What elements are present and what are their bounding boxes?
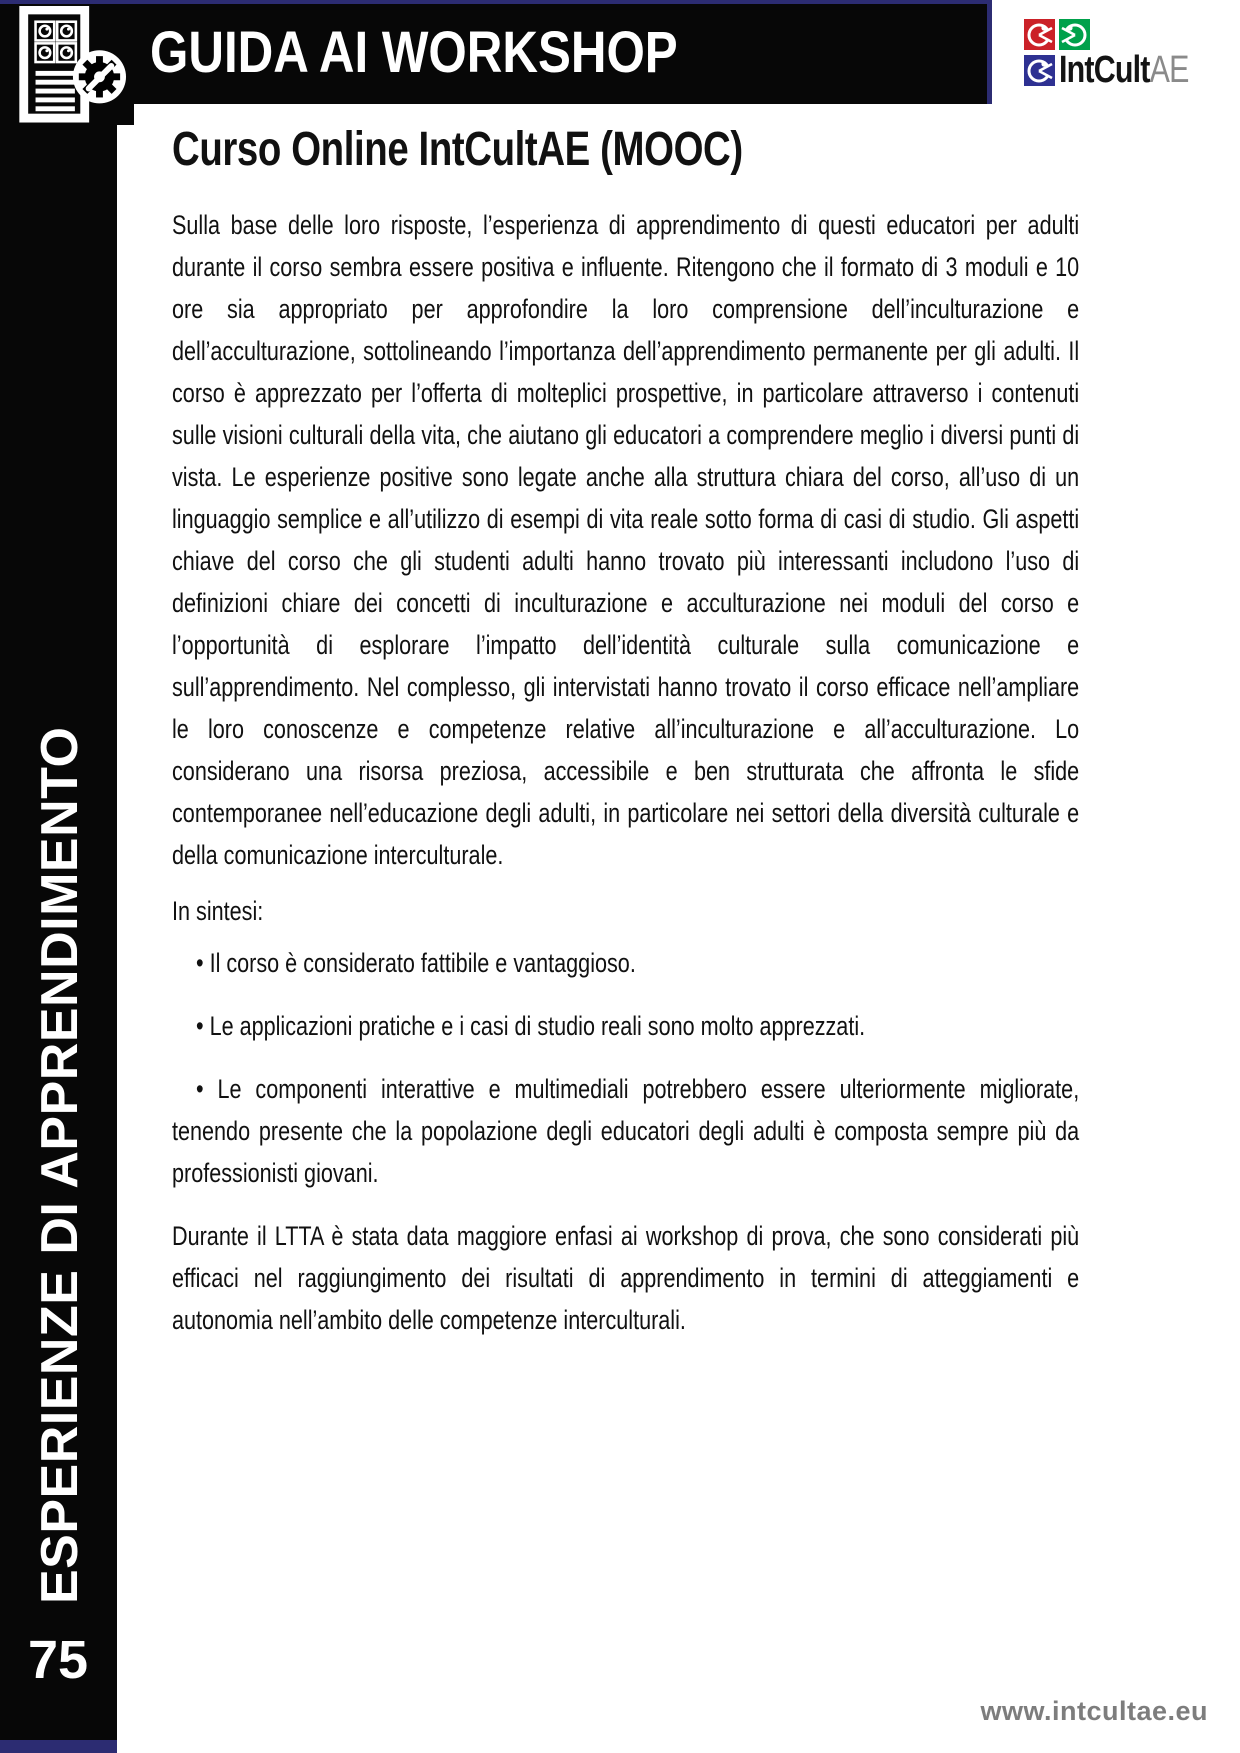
bullet-item-2: • Le applicazioni pratiche e i casi di studio reali sono molto apprezzati.	[196, 1011, 866, 1041]
document-gear-icon	[8, 6, 128, 124]
logo-text-ae: AE	[1149, 49, 1189, 91]
logo-wordmark	[1059, 51, 1189, 89]
sidebar	[0, 0, 117, 1753]
paragraph-main: Sulla base delle loro risposte, l’esperienza di apprendimento di questi educatori per adulti durante il corso sembra essere positiva e influente. Ritengono che il formato di 3 moduli e 10 ore sia appropriato per approfondire la loro comprensione dell’inculturazione e dell’acculturazione, sottolineando l’importanza dell’apprendimento permanente per gli adulti. Il corso è apprezzato per l’offerta di molteplici prospettive, in particolare attraverso i contenuti sulle visioni culturali della vita, che aiutano gli educatori a comprendere meglio i diversi punti di vista. Le esperienze positive sono legate anche alla struttura chiara del corso, all’uso di un linguaggio semplice e all’utilizzo di esempi di vita reale sotto forma di casi di studio. Gli aspetti chiave del corso che gli studenti adulti hanno trovato più interessanti includono l’uso di definizioni chiare dei concetti di inculturazione e acculturazione nei moduli del corso e l’opportunità di esplorare l’impatto dell’identità culturale sulla comunicazione e sull’apprendimento. Nel complesso, gli intervistati hanno trovato il corso efficace nell’ampliare le loro conoscenze e competenze relative all’inculturazione e all’acculturazione. Lo considerano una risorsa preziosa, accessibile e ben strutturata che affronta le sfide contemporanee nell’educazione degli adulti, in particolare nei settori della diversità culturale e della comunicazione interculturale.	[172, 210, 1080, 870]
logo-text-intcult: IntCult	[1059, 49, 1150, 91]
main-content	[172, 122, 1079, 1355]
bullet-item-1: • Il corso è considerato fattibile e vantaggioso.	[196, 948, 636, 978]
header-title: GUIDA AI WORKSHOP	[150, 20, 678, 85]
logo-face-red-icon	[1024, 19, 1055, 50]
logo-face-blue-icon	[1024, 55, 1055, 86]
summary-intro: In sintesi:	[172, 896, 264, 926]
sidebar-vertical-label: ESPERIENZE DI APPRENDIMENTO	[31, 726, 89, 1604]
workshop-guide-icon	[0, 4, 134, 125]
page-title: Curso Online IntCultAE (MOOC)	[172, 123, 743, 176]
page-number: 75	[28, 1630, 89, 1690]
website-url: www.intcultae.eu	[980, 1696, 1208, 1726]
paragraph-closing: Durante il LTTA è stata data maggiore enfasi ai workshop di prova, che sono considerati più efficaci nel raggiungimento dei risultati di apprendimento in termini di atteggiamenti e autonomia nell’ambito delle competenze interculturali.	[172, 1221, 1080, 1335]
header-bar	[0, 0, 992, 104]
bullet-item-3: • Le componenti interattive e multimediali potrebbero essere ulteriormente migliorate, tenendo presente che la popolazione degli educatori degli adulti è composta sempre più da professionisti giovani.	[172, 1074, 1080, 1188]
intcultae-logo	[1024, 19, 1224, 89]
logo-face-green-icon	[1059, 19, 1090, 50]
